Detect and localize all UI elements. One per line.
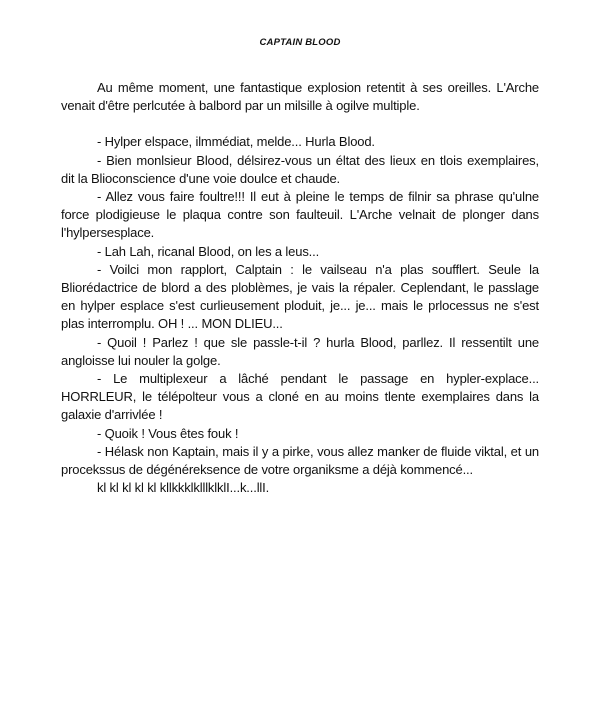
paragraph-dialogue: - Quoik ! Vous êtes fouk ! xyxy=(97,425,239,441)
paragraph-dialogue: - Voilci mon rapplort, Calptain : le vailseau n'a plas soufflert. Seule la Bliorédactrice de blord a des ploblèmes, je vais la répaler. Ceplendant, le passlage en hylper esplace s'est curlieusement ploduit, je... je... mais le prlocessus ne s'est plas interromplu. OH ! ... MON DLIEU... xyxy=(61,261,539,332)
paragraph-dialogue: - Bien monlsieur Blood, délsirez-vous un éltat des lieux en tlois exemplaires, dit la Blioconscience d'une voie doulce et chaude. xyxy=(61,152,539,186)
paragraph-dialogue: - Le multiplexeur a lâché pendant le passage en hypler-explace... HORRLEUR, le télépolteur vous a cloné en au moins tlente exemplaires dans la galaxie d'arrivlée ! xyxy=(61,371,539,423)
paragraph-dialogue: - Lah Lah, ricanal Blood, on les a leus... xyxy=(97,243,320,259)
paragraph-spacer xyxy=(61,115,539,133)
paragraph-explosion: Au même moment, une fantastique explosion retentit à ses oreilles. L'Arche venait d'être perlcutée à balbord par un milsille à ogilve multiple. xyxy=(61,80,539,114)
page-header-title: CAPTAIN BLOOD xyxy=(259,37,341,48)
paragraph-final-garble: kl kl kl kl kl kllkkklklllklklI...k...llI. xyxy=(97,480,270,496)
paragraph-dialogue: - Hélask non Kaptain, mais il y a pirke, vous allez manker de fluide viktal, et un procekssus de dégénéreksence de votre organiksme a déjà kommencé... xyxy=(61,443,539,478)
paragraph-dialogue: - Quoil ! Parlez ! que sle passle-t-il ? hurla Blood, parllez. Il ressentilt une angloisse lui nouler la golge. xyxy=(61,334,539,368)
story-text xyxy=(61,79,539,497)
paragraph-dialogue: - Allez vous faire foultre!!! Il eut à pleine le temps de filnir sa phrase qu'ulne force plodigieuse le plaqua contre son faulteuil. L'Arche velnait de plonger dans l'hylpersesplace. xyxy=(61,189,539,241)
paragraph-dialogue: - Hylper elspace, ilmmédiat, melde... Hurla Blood. xyxy=(97,134,375,150)
